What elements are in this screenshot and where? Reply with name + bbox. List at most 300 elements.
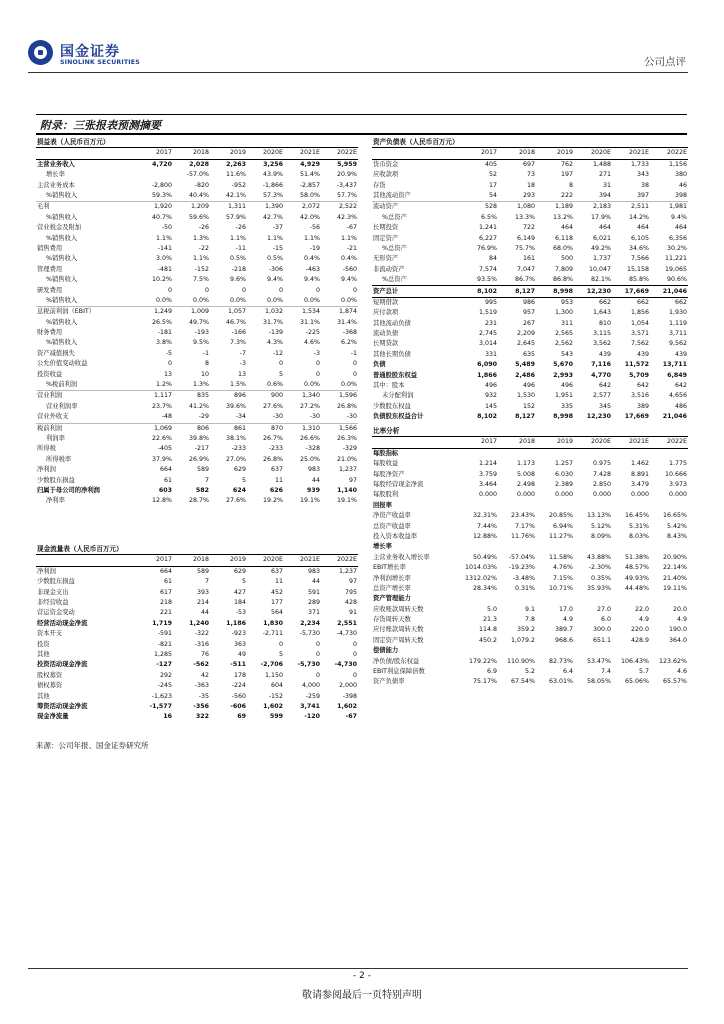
- value-cell: 1,310: [284, 423, 321, 434]
- value-cell: [574, 646, 612, 656]
- header-blank-cell: [372, 148, 460, 159]
- value-cell: 9.4%: [267, 276, 283, 284]
- year-header-cell: 2018: [173, 148, 210, 159]
- value-cell: 50.49%: [472, 553, 497, 561]
- table-row: [372, 234, 688, 244]
- value-cell: -3.48%: [512, 574, 535, 582]
- value-cell: 5,670: [553, 361, 573, 369]
- row-label: 每股股利: [373, 491, 399, 499]
- value-cell: 603: [158, 486, 172, 494]
- value-cell: 90.6%: [666, 276, 687, 284]
- row-label: 负债: [373, 361, 386, 369]
- value-cell: [612, 542, 650, 552]
- row-label: %销售收入: [46, 234, 78, 242]
- ratio-analysis-table: [372, 426, 688, 688]
- value-cell: -4,730: [334, 661, 357, 669]
- row-label: 每股收益: [373, 460, 399, 468]
- value-cell: -820: [194, 181, 209, 189]
- row-label: 每股指标: [373, 449, 399, 457]
- value-cell: 0: [315, 671, 320, 679]
- row-label: 资产负债率: [373, 678, 405, 686]
- report-type-label: 公司点评: [644, 56, 686, 68]
- value-cell: 439: [674, 350, 687, 358]
- value-cell: 810: [598, 319, 611, 327]
- value-cell: -48: [161, 413, 172, 421]
- header-divider: [28, 72, 688, 73]
- value-cell: 10.666: [665, 470, 688, 478]
- value-cell: 0.0%: [156, 296, 172, 304]
- appendix-title: 附录：三张报表预测摘要: [40, 119, 161, 132]
- row-label: 股权募资: [37, 671, 63, 679]
- value-cell: 427: [233, 588, 246, 596]
- value-cell: 4.9: [562, 616, 573, 624]
- row-label: 回报率: [373, 501, 392, 509]
- value-cell: 61: [163, 578, 172, 586]
- value-cell: 40.4%: [188, 192, 209, 199]
- value-cell: 0.000: [554, 491, 573, 499]
- value-cell: 8,998: [553, 413, 573, 421]
- value-cell: 428.9: [630, 636, 649, 644]
- value-cell: 1,602: [263, 702, 283, 710]
- value-cell: -53: [235, 609, 246, 617]
- value-cell: -463: [305, 265, 320, 273]
- value-cell: 795: [344, 588, 357, 596]
- header-blank-cell: [36, 148, 136, 159]
- value-cell: -29: [198, 413, 209, 421]
- value-cell: 637: [270, 567, 283, 575]
- value-cell: 26.3%: [337, 434, 358, 442]
- value-cell: 0.5%: [230, 255, 246, 263]
- table-row: [36, 650, 358, 660]
- value-cell: -67: [346, 224, 358, 232]
- value-cell: 428: [344, 599, 357, 606]
- value-cell: [650, 542, 688, 552]
- value-cell: 0: [167, 360, 172, 368]
- value-cell: 7.4: [600, 668, 611, 676]
- row-label: %总资产: [382, 244, 407, 252]
- value-cell: 957: [522, 309, 535, 317]
- year-header-cell: 2018: [498, 437, 536, 448]
- table-row: [372, 202, 688, 213]
- value-cell: -233: [231, 445, 246, 453]
- value-cell: 1,300: [554, 309, 573, 317]
- value-cell: 7,574: [478, 265, 497, 273]
- value-cell: 394: [598, 192, 611, 199]
- table-row: [36, 380, 358, 391]
- value-cell: 11.27%: [548, 532, 573, 540]
- value-cell: 762: [560, 160, 573, 168]
- value-cell: 7,116: [591, 361, 611, 369]
- company-logo-icon: [28, 40, 53, 65]
- value-cell: -329: [342, 445, 358, 453]
- table-row: [36, 681, 358, 691]
- value-cell: 626: [269, 486, 283, 494]
- value-cell: 6.030: [554, 470, 573, 478]
- value-cell: 1,830: [263, 619, 283, 627]
- value-cell: 617: [159, 588, 172, 596]
- value-cell: 8,127: [498, 286, 536, 297]
- value-cell: 1,156: [668, 160, 687, 168]
- value-cell: 58.0%: [299, 192, 320, 199]
- value-cell: 4,770: [591, 371, 611, 379]
- value-cell: 34.6%: [628, 244, 649, 252]
- row-label: 营业利润率: [46, 402, 78, 410]
- value-cell: 932: [484, 392, 497, 400]
- table-row: [372, 297, 688, 308]
- value-cell: 1,856: [630, 309, 649, 317]
- value-cell: 2,000: [338, 682, 357, 690]
- value-cell: 2.498: [516, 481, 535, 488]
- row-label: 投入资本收益率: [373, 532, 418, 540]
- value-cell: 2,209: [516, 330, 535, 338]
- year-header-cell: 2017: [136, 148, 173, 159]
- income-statement-table: [36, 137, 358, 507]
- value-cell: 53.47%: [586, 657, 611, 665]
- value-cell: 1014.03%: [464, 564, 497, 572]
- row-label: 少数股东权益: [373, 402, 411, 410]
- value-cell: 0: [315, 370, 320, 378]
- table-row: [36, 465, 358, 475]
- value-cell: -368: [342, 329, 358, 337]
- value-cell: 5.31%: [628, 522, 649, 530]
- value-cell: 371: [307, 609, 320, 617]
- value-cell: [498, 448, 536, 459]
- value-cell: 5: [278, 370, 283, 378]
- table-row: [36, 402, 358, 412]
- value-cell: [612, 594, 650, 604]
- value-cell: 1.2%: [156, 381, 172, 389]
- value-cell: -217: [194, 445, 209, 453]
- table-row: [372, 667, 688, 677]
- value-cell: 335: [560, 402, 573, 410]
- value-cell: 7,047: [516, 265, 535, 273]
- table-row: [372, 459, 688, 469]
- value-cell: -560: [231, 692, 246, 700]
- row-label: 普通股股东权益: [373, 371, 418, 379]
- table-row: [372, 412, 688, 422]
- value-cell: 58.05%: [586, 678, 611, 686]
- value-cell: 18: [526, 181, 535, 189]
- year-header-row: [36, 555, 358, 566]
- value-cell: 1,054: [630, 319, 649, 327]
- value-cell: 6,021: [592, 234, 611, 242]
- value-cell: 23.43%: [510, 512, 535, 520]
- value-cell: [136, 170, 173, 180]
- row-label: 销售费用: [37, 244, 63, 252]
- table-row: [372, 381, 688, 391]
- year-header-cell: 2018: [498, 148, 536, 159]
- value-cell: 0.6%: [267, 381, 283, 389]
- value-cell: 35.93%: [586, 584, 611, 592]
- value-cell: [460, 501, 498, 511]
- value-cell: [498, 501, 536, 511]
- value-cell: 57.9%: [225, 213, 246, 221]
- value-cell: [498, 594, 536, 604]
- value-cell: 4.9: [677, 616, 688, 624]
- table-row: [372, 615, 688, 625]
- value-cell: -15: [272, 244, 283, 252]
- value-cell: 46.7%: [225, 318, 246, 326]
- value-cell: 582: [195, 486, 209, 494]
- row-label: %销售收入: [46, 339, 78, 347]
- value-cell: 983: [307, 567, 320, 575]
- value-cell: -2,857: [299, 181, 320, 189]
- row-label: 主营业务收入增长率: [373, 553, 430, 561]
- row-label: 存货: [373, 181, 386, 189]
- value-cell: 604: [270, 682, 283, 690]
- table-row: [36, 202, 358, 213]
- year-header-row: [36, 148, 358, 159]
- value-cell: 5: [241, 476, 246, 484]
- value-cell: 82.1%: [590, 276, 611, 284]
- value-cell: -12: [272, 349, 283, 357]
- value-cell: 4,929: [300, 160, 320, 168]
- year-header-cell: 2022E: [650, 437, 688, 448]
- value-cell: 1.173: [516, 460, 535, 468]
- value-cell: 31.7%: [262, 318, 283, 326]
- value-cell: 59.3%: [151, 192, 172, 199]
- row-label: 净负债/股东权益: [373, 657, 420, 665]
- value-cell: 161: [522, 255, 535, 263]
- value-cell: 806: [173, 423, 210, 434]
- value-cell: 1,602: [337, 702, 357, 710]
- row-label: 其他: [37, 650, 50, 658]
- value-cell: 7: [204, 476, 209, 484]
- value-cell: 21,046: [650, 286, 688, 297]
- value-cell: 0: [278, 640, 283, 648]
- value-cell: 2,234: [300, 619, 320, 627]
- value-cell: 8.891: [630, 470, 649, 478]
- row-label: 其他流动资产: [373, 192, 411, 199]
- logo-english-name: SINOLINK SECURITIES: [60, 59, 140, 66]
- value-cell: 1,596: [321, 391, 358, 402]
- value-cell: 177: [270, 599, 283, 606]
- value-cell: -356: [193, 702, 209, 710]
- value-cell: 197: [560, 171, 573, 179]
- value-cell: 152: [522, 402, 535, 410]
- value-cell: 5: [241, 578, 246, 586]
- value-cell: 11,572: [624, 361, 649, 369]
- value-cell: -1,577: [149, 702, 172, 710]
- value-cell: 9,562: [668, 340, 687, 348]
- table-row: [372, 191, 688, 202]
- value-cell: [650, 646, 688, 656]
- row-label: 净利润: [37, 466, 56, 474]
- value-cell: 21.40%: [663, 574, 688, 582]
- value-cell: 1.1%: [267, 234, 283, 242]
- table-row: [372, 286, 688, 297]
- table-row: [36, 577, 358, 587]
- value-cell: 0.000: [630, 491, 649, 499]
- value-cell: 214: [196, 599, 209, 606]
- value-cell: 464: [598, 224, 611, 232]
- value-cell: 8: [204, 360, 209, 368]
- value-cell: 3,115: [592, 330, 611, 338]
- value-cell: -57.0%: [186, 171, 209, 179]
- row-label: 应付账款周转天数: [373, 626, 424, 634]
- value-cell: 31.4%: [337, 318, 358, 326]
- value-cell: 69: [237, 713, 246, 721]
- row-label: 投资收益: [37, 370, 63, 378]
- table-row: [36, 660, 358, 670]
- row-label: 其他: [37, 692, 50, 700]
- row-label: 财务费用: [37, 329, 63, 337]
- value-cell: 637: [270, 466, 283, 474]
- row-label: 非现金支出: [37, 588, 69, 596]
- value-cell: 1,519: [478, 309, 497, 317]
- year-header-cell: 2021E: [612, 148, 650, 159]
- table-row: [372, 265, 688, 275]
- value-cell: 591: [307, 588, 320, 596]
- table-row: [36, 391, 358, 402]
- value-cell: 85.8%: [628, 276, 649, 284]
- value-cell: 1,119: [668, 319, 687, 327]
- value-cell: 405: [484, 160, 497, 168]
- value-cell: 52: [488, 171, 497, 179]
- table-title: 现金流量表（人民币百万元）: [36, 544, 358, 555]
- table-row: [372, 490, 688, 500]
- value-cell: -141: [157, 244, 172, 252]
- value-cell: 30.2%: [666, 244, 687, 252]
- value-cell: 1,643: [592, 309, 611, 317]
- value-cell: 300.0: [592, 626, 611, 634]
- value-cell: 32.31%: [472, 512, 497, 520]
- value-cell: 13: [163, 370, 172, 378]
- value-cell: 439: [636, 350, 649, 358]
- value-cell: [650, 448, 688, 459]
- row-label: 非流动资产: [373, 265, 405, 273]
- value-cell: 42.3%: [337, 213, 358, 221]
- value-cell: 2,486: [515, 371, 535, 379]
- value-cell: 9.4%: [671, 213, 687, 221]
- value-cell: [536, 594, 574, 604]
- value-cell: 8,102: [460, 286, 498, 297]
- table-row: [372, 522, 688, 532]
- table-row: [36, 455, 358, 465]
- row-label: 利润率: [46, 434, 65, 442]
- value-cell: 49.2%: [590, 244, 611, 252]
- value-cell: 17.9%: [590, 213, 611, 221]
- row-label: 管理费用: [37, 265, 63, 273]
- value-cell: 73: [526, 171, 535, 179]
- row-label: 债权募资: [37, 682, 63, 690]
- value-cell: 452: [270, 588, 283, 596]
- value-cell: [612, 646, 650, 656]
- value-cell: 564: [270, 609, 283, 617]
- row-label: 净利润增长率: [373, 574, 411, 582]
- appendix-title-bar: [36, 114, 687, 135]
- value-cell: 642: [598, 382, 611, 390]
- table-row: [372, 350, 688, 360]
- value-cell: 953: [560, 298, 573, 306]
- value-cell: 46: [678, 181, 687, 189]
- value-cell: -3,437: [336, 181, 358, 189]
- value-cell: 0: [315, 286, 320, 294]
- row-label: 流动资产: [372, 202, 460, 213]
- value-cell: 4,720: [152, 160, 172, 168]
- value-cell: [536, 542, 574, 552]
- value-cell: 642: [636, 382, 649, 390]
- row-label: 偿债能力: [373, 647, 399, 655]
- year-header-row: [372, 437, 688, 448]
- value-cell: 26.8%: [262, 455, 283, 463]
- value-cell: 220.0: [630, 626, 649, 634]
- year-header-cell: 2020E: [574, 148, 612, 159]
- value-cell: 190.0: [669, 626, 688, 634]
- value-cell: 1,140: [337, 486, 358, 494]
- value-cell: 6.94%: [552, 522, 573, 530]
- table-title: 资产负债表（人民币百万元）: [372, 137, 688, 148]
- year-header-cell: 2019: [536, 437, 574, 448]
- value-cell: 23.7%: [151, 402, 172, 410]
- value-cell: -37: [272, 224, 283, 232]
- value-cell: 4,000: [301, 682, 320, 690]
- row-label: 净利率: [46, 497, 65, 505]
- value-cell: -26: [235, 224, 246, 232]
- value-cell: 464: [636, 224, 649, 232]
- value-cell: 0.4%: [341, 255, 358, 263]
- value-cell: 331: [484, 350, 497, 358]
- table-row: [372, 402, 688, 412]
- table-row: [36, 328, 358, 338]
- year-header-cell: 2019: [210, 148, 247, 159]
- value-cell: -34: [235, 413, 246, 421]
- table-row: [372, 319, 688, 329]
- value-cell: 3.0%: [156, 255, 172, 263]
- value-cell: 1,249: [136, 307, 173, 318]
- value-cell: 0.0%: [267, 296, 283, 304]
- table-row: [36, 486, 358, 496]
- value-cell: 13: [237, 370, 246, 378]
- table-row: [372, 625, 688, 635]
- table-row: [372, 646, 688, 656]
- row-label: 负债股东权益合计: [373, 413, 424, 421]
- value-cell: 496: [560, 382, 573, 390]
- value-cell: 11.6%: [225, 171, 246, 179]
- value-cell: 22.6%: [151, 434, 172, 442]
- value-cell: 11,221: [664, 255, 687, 263]
- value-cell: 7: [204, 578, 209, 586]
- table-row: [36, 307, 358, 318]
- value-cell: 2,072: [284, 202, 321, 213]
- row-label: 其他长期负债: [373, 350, 411, 358]
- value-cell: 179.22%: [468, 657, 497, 665]
- value-cell: -405: [157, 445, 172, 453]
- value-cell: 1,079.2: [510, 636, 535, 644]
- value-cell: 1,057: [210, 307, 247, 318]
- value-cell: 19,065: [664, 265, 687, 273]
- value-cell: 12.8%: [151, 497, 172, 505]
- table-row: [372, 511, 688, 521]
- value-cell: 1.1%: [230, 234, 246, 242]
- table-row: [372, 391, 688, 401]
- value-cell: 9.6%: [230, 276, 246, 284]
- table-row: [372, 308, 688, 318]
- value-cell: 13.3%: [514, 213, 535, 221]
- year-header-cell: 2020E: [247, 148, 284, 159]
- value-cell: 0: [315, 360, 320, 368]
- value-cell: -606: [230, 702, 246, 710]
- value-cell: 393: [196, 588, 209, 596]
- table-row: [372, 339, 688, 349]
- table-title-row: [372, 137, 688, 148]
- value-cell: 397: [636, 192, 649, 199]
- value-cell: 12.88%: [472, 532, 497, 540]
- value-cell: 1,009: [173, 307, 210, 318]
- value-cell: 26.5%: [151, 318, 172, 326]
- value-cell: 39.8%: [188, 434, 209, 442]
- value-cell: -2.30%: [588, 564, 611, 572]
